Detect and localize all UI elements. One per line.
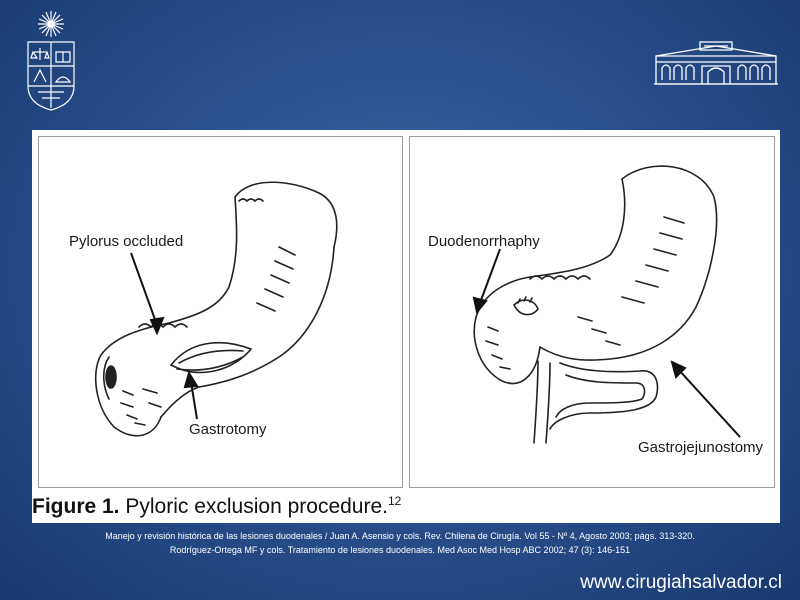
hospital-building-icon <box>652 40 780 90</box>
caption-figure-number: Figure 1. <box>32 495 120 518</box>
label-duodenorrhaphy: Duodenorrhaphy <box>428 233 540 250</box>
caption-text: Pyloric exclusion procedure. <box>119 495 388 518</box>
university-crest-icon <box>22 8 80 112</box>
figure-caption <box>32 494 401 519</box>
stomach-gastrojejunostomy-drawing <box>410 137 776 489</box>
panel-gastrojejunostomy <box>409 136 775 488</box>
citation-1: Manejo y revisión histórica de las lesiones duodenales / Juan A. Asensio y cols. Rev. Chilena de Cirugía. Vol 55 - Nº 4, Agosto 2003; págs. 313-320. <box>105 531 695 541</box>
citation-2: Rodríguez-Ortega MF y cols. Tratamiento de lesiones duodenales. Med Asoc Med Hosp ABC 2002; 47 (3): 146-151 <box>169 545 631 555</box>
figure-box <box>32 130 780 523</box>
website-link[interactable]: www.cirugiahsalvador.cl <box>580 572 782 593</box>
citations <box>0 529 800 557</box>
label-pylorus-occluded: Pylorus occluded <box>69 233 184 250</box>
panel-pylorus-occluded <box>38 136 403 488</box>
label-gastrojejunostomy: Gastrojejunostomy <box>638 439 764 456</box>
label-gastrotomy: Gastrotomy <box>189 421 267 438</box>
caption-reference: 12 <box>388 494 402 508</box>
